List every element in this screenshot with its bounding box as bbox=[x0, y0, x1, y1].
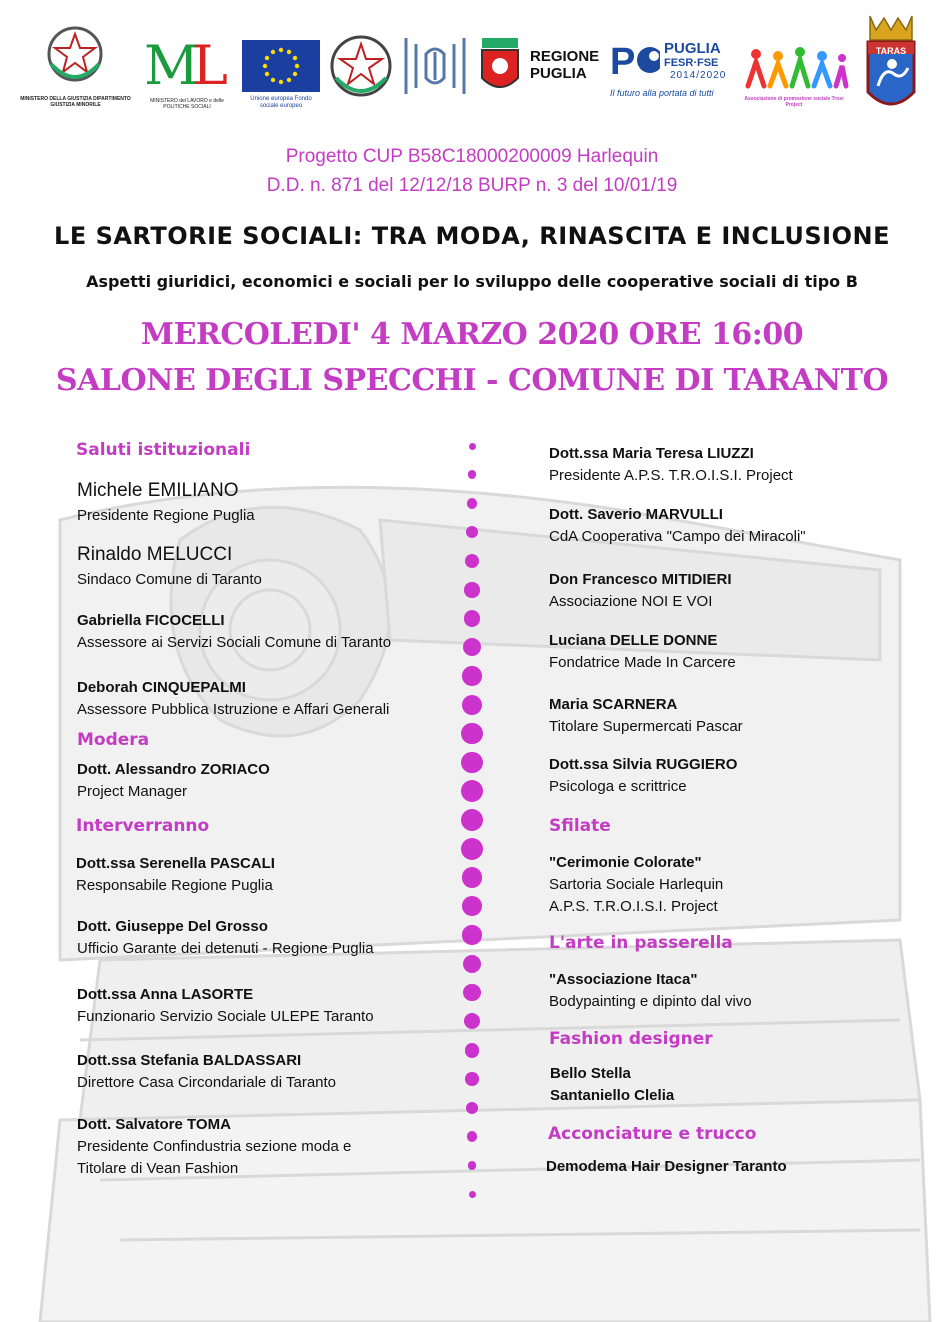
speaker-role: Ufficio Garante dei detenuti - Regione Puglia bbox=[77, 940, 374, 957]
project-info bbox=[0, 142, 944, 200]
divider-dot bbox=[461, 838, 483, 860]
section-arte: L'arte in passerella bbox=[549, 933, 733, 953]
divider-dot bbox=[461, 752, 483, 774]
divider-dot bbox=[465, 1043, 480, 1058]
logo-caption: REGIONE PUGLIA bbox=[530, 48, 600, 82]
divider-dot bbox=[462, 867, 482, 887]
por-puglia-logo-icon bbox=[610, 38, 660, 82]
art-role: Bodypainting e dipinto dal vivo bbox=[549, 993, 752, 1010]
divider-dot bbox=[463, 955, 481, 973]
show-name: "Cerimonie Colorate" bbox=[549, 854, 702, 871]
designer-name: Bello Stella bbox=[550, 1065, 631, 1082]
logo-caption-years: 2014/2020 bbox=[670, 70, 727, 81]
logo-caption-fesr: FESR·FSE bbox=[664, 57, 719, 69]
speaker-name: Rinaldo MELUCCI bbox=[77, 544, 233, 565]
divider-dot bbox=[464, 582, 480, 598]
divider-dot bbox=[469, 443, 476, 450]
logo-trosi-project bbox=[738, 42, 850, 114]
section-fashion: Fashion designer bbox=[549, 1029, 713, 1049]
section-interverranno: Interverranno bbox=[76, 816, 210, 836]
project-dd: D.D. n. 871 del 12/12/18 BURP n. 3 del 10/01/19 bbox=[266, 175, 678, 196]
logo-caption-puglia: PUGLIA bbox=[664, 40, 721, 57]
svg-text:L: L bbox=[192, 36, 228, 92]
svg-text:M: M bbox=[144, 36, 200, 92]
divider-dot bbox=[466, 1102, 478, 1114]
divider-dot bbox=[465, 554, 479, 568]
speaker-name: Luciana DELLE DONNE bbox=[549, 632, 718, 649]
section-acconciature: Acconciature e trucco bbox=[548, 1124, 757, 1144]
page-title: LE SARTORIE SOCIALI: TRA MODA, RINASCITA E INCLUSIONE bbox=[54, 222, 890, 250]
project-cup: Progetto CUP B58C18000200009 Harlequin bbox=[285, 146, 659, 167]
section-modera: Modera bbox=[77, 730, 150, 750]
speaker-role: Assessore Pubblica Istruzione e Affari Generali bbox=[77, 701, 390, 718]
speaker-name: Maria SCARNERA bbox=[549, 696, 678, 713]
logo-repubblica bbox=[328, 32, 394, 102]
page-subtitle: Aspetti giuridici, economici e sociali per lo sviluppo delle cooperative sociali di tipo B bbox=[86, 272, 858, 291]
speaker-role: Assessore ai Servizi Sociali Comune di Taranto bbox=[77, 634, 392, 651]
art-name: "Associazione Itaca" bbox=[549, 971, 698, 988]
divider-dot bbox=[461, 723, 482, 744]
divider-dot bbox=[461, 809, 483, 831]
speaker-name: Dott.ssa Serenella PASCALI bbox=[76, 855, 275, 872]
event-date: MERCOLEDI' 4 MARZO 2020 ORE 16:00 bbox=[140, 317, 804, 352]
eu-flag-icon bbox=[242, 40, 320, 92]
logo-caption: MINISTERO DELLA GIUSTIZIA DIPARTIMENTO GIUSTIZIA MINORILE bbox=[20, 96, 131, 108]
divider-dot bbox=[462, 666, 481, 685]
speaker-role: Responsabile Regione Puglia bbox=[76, 877, 273, 894]
speaker-name: Dott. Giuseppe Del Grosso bbox=[77, 918, 268, 935]
logo-ministero-lavoro bbox=[144, 36, 230, 116]
speaker-name: Deborah CINQUEPALMI bbox=[77, 679, 246, 696]
speaker-name: Gabriella FICOCELLI bbox=[77, 612, 225, 629]
logo-caption: Unione europea Fondo sociale europeo bbox=[250, 96, 312, 109]
divider-dot bbox=[465, 1072, 478, 1085]
divider-dot bbox=[469, 1191, 476, 1198]
speaker-role: Direttore Casa Circondariale di Taranto bbox=[77, 1074, 337, 1091]
republic-emblem-icon bbox=[328, 32, 394, 102]
speaker-name: Dott.ssa Silvia RUGGIERO bbox=[549, 756, 738, 773]
speaker-name: Don Francesco MITIDIERI bbox=[549, 571, 732, 588]
logo-regione-puglia bbox=[478, 34, 602, 104]
svg-text:P: P bbox=[610, 41, 636, 82]
logo-caption-slogan: Il futuro alla portata di tutti bbox=[610, 88, 714, 98]
speaker-role: CdA Cooperativa "Campo dei Miracoli" bbox=[549, 528, 806, 545]
speaker-name: Dott.ssa Stefania BALDASSARI bbox=[77, 1052, 302, 1069]
trosi-project-logo-icon bbox=[738, 42, 850, 96]
speaker-role: Sindaco Comune di Taranto bbox=[77, 571, 262, 588]
republic-emblem-icon bbox=[45, 24, 105, 86]
dgmc-logo-icon bbox=[402, 34, 468, 98]
divider-dot bbox=[467, 1131, 477, 1141]
speaker-role: Funzionario Servizio Sociale ULEPE Taranto bbox=[77, 1008, 374, 1025]
logo-caption: Associazione di promozione sociale Trosi Project bbox=[744, 96, 844, 108]
speaker-role: Psicologa e scrittrice bbox=[549, 778, 687, 795]
speaker-name: Dott.ssa Maria Teresa LIUZZI bbox=[549, 445, 754, 462]
speaker-role: Titolare Supermercati Pascar bbox=[549, 718, 743, 735]
logo-caption: TARAS bbox=[875, 46, 907, 56]
speaker-name: Dott. Saverio MARVULLI bbox=[549, 506, 723, 523]
speaker-name: Dott.ssa Anna LASORTE bbox=[77, 986, 254, 1003]
event-place: SALONE DEGLI SPECCHI - COMUNE DI TARANTO bbox=[55, 363, 889, 398]
taranto-coat-of-arms-icon bbox=[864, 12, 918, 116]
speaker-role: Associazione NOI E VOI bbox=[549, 593, 713, 610]
speaker-role: Presidente Regione Puglia bbox=[77, 507, 255, 524]
speaker-role: Presidente A.P.S. T.R.O.I.S.I. Project bbox=[549, 467, 793, 484]
divider-dot bbox=[462, 695, 482, 715]
divider-dot bbox=[467, 498, 478, 509]
speaker-name: Michele EMILIANO bbox=[77, 480, 239, 501]
show-role: A.P.S. T.R.O.I.S.I. Project bbox=[549, 898, 718, 915]
hair-designer-name: Demodema Hair Designer Taranto bbox=[546, 1158, 787, 1175]
regione-puglia-logo-icon bbox=[478, 34, 522, 100]
speaker-role: Titolare di Vean Fashion bbox=[77, 1160, 239, 1177]
section-sfilate: Sfilate bbox=[549, 816, 611, 836]
section-saluti: Saluti istituzionali bbox=[76, 440, 251, 460]
ministry-labour-logo-icon bbox=[144, 36, 230, 92]
speaker-role: Presidente Confindustria sezione moda e bbox=[77, 1138, 352, 1155]
speaker-role: Project Manager bbox=[77, 783, 188, 800]
divider-dot bbox=[462, 925, 481, 944]
divider-dot bbox=[468, 1161, 477, 1170]
logo-por-puglia bbox=[610, 38, 732, 108]
divider-dot bbox=[461, 780, 483, 802]
logo-unione-europea bbox=[242, 40, 320, 116]
logo-comune-taranto bbox=[864, 12, 918, 116]
speaker-role: Fondatrice Made In Carcere bbox=[549, 654, 736, 671]
sponsor-logos bbox=[0, 10, 944, 120]
logo-caption: MINISTERO del LAVORO e delle POLITICHE SOCIALI bbox=[150, 98, 224, 110]
logo-ministero-giustizia bbox=[18, 24, 133, 119]
speaker-name: Dott. Salvatore TOMA bbox=[77, 1116, 231, 1133]
speaker-name: Dott. Alessandro ZORIACO bbox=[77, 761, 270, 778]
designer-name: Santaniello Clelia bbox=[550, 1087, 675, 1104]
logo-dgmc bbox=[402, 34, 468, 98]
divider-dot bbox=[463, 984, 480, 1001]
show-role: Sartoria Sociale Harlequin bbox=[549, 876, 724, 893]
event-info bbox=[0, 312, 944, 404]
